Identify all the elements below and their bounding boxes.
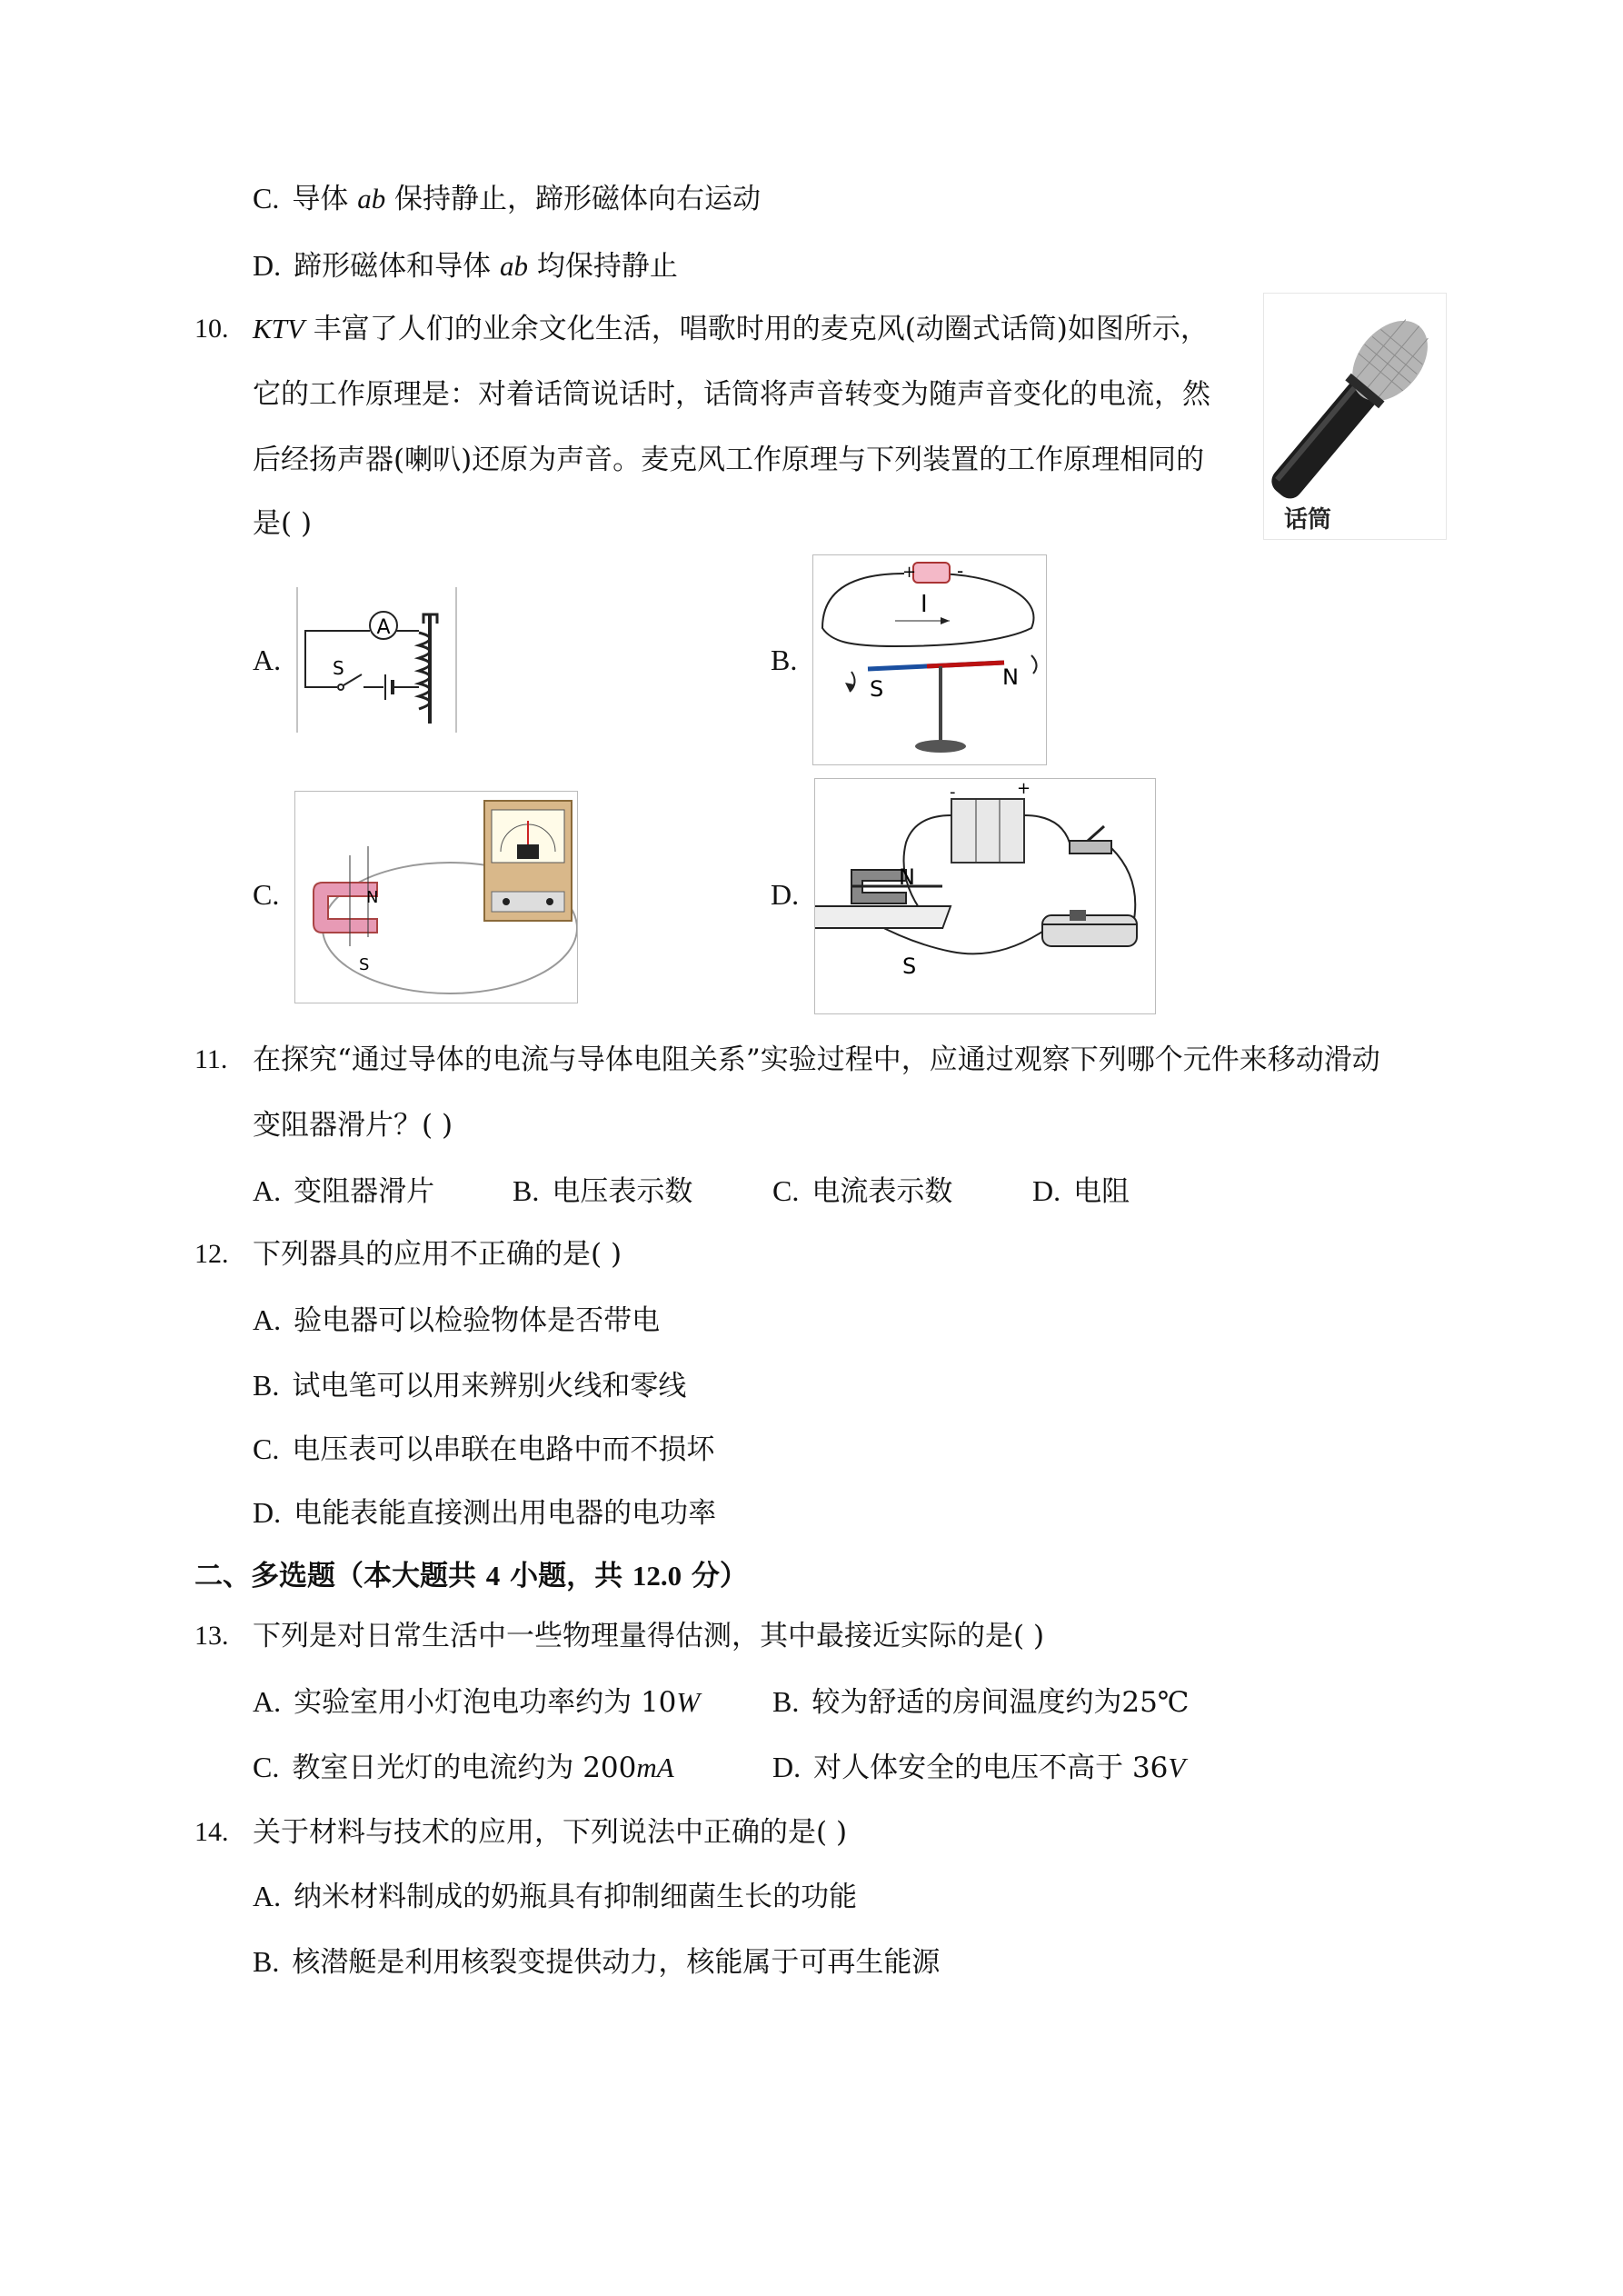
electromagnetic-induction-figure	[294, 791, 578, 1003]
q9-option-d[interactable]: D. 蹄形磁体和导体 ab 均保持静止	[253, 249, 678, 283]
q14-option-b[interactable]: B. 核潜艇是利用核裂变提供动力，核能属于可再生能源	[253, 1945, 941, 1979]
q12-option-a[interactable]: A. 验电器可以检验物体是否带电	[253, 1303, 661, 1337]
motor-circuit-figure	[814, 778, 1156, 1014]
q11-number: 11.	[194, 1044, 228, 1074]
battery-minus-label: -	[957, 560, 964, 582]
q10-option-c-label[interactable]: C.	[253, 878, 280, 911]
option-label: C.	[253, 182, 280, 215]
battery-plus-label: +	[902, 563, 917, 582]
q12-option-c[interactable]: C. 电压表可以串联在电路中而不损坏	[253, 1433, 715, 1466]
q11-option-a[interactable]: A. 变阻器滑片	[253, 1174, 435, 1208]
q11-option-c[interactable]: C. 电流表示数	[772, 1174, 953, 1208]
q11-option-b[interactable]: B. 电压表示数	[513, 1174, 693, 1208]
option-label: D.	[253, 249, 282, 282]
q12-option-b[interactable]: B. 试电笔可以用来辨别火线和零线	[253, 1369, 687, 1403]
magnet-south-label: S	[902, 953, 917, 979]
oersted-figure	[812, 554, 1047, 765]
q10-stem-line3: 后经扬声器(喇叭)还原为声音。麦克风工作原理与下列装置的工作原理相同的	[253, 444, 1205, 476]
magnet-north-label: N	[899, 864, 915, 890]
q12-option-d[interactable]: D. 电能表能直接测出用电器的电功率	[253, 1496, 717, 1530]
q13-option-d[interactable]: D. 对人体安全的电压不高于 36V	[772, 1751, 1186, 1784]
q12-number: 12.	[194, 1239, 229, 1269]
ammeter-label: A	[376, 616, 391, 639]
current-label: I	[921, 591, 928, 618]
q13-number: 13.	[194, 1621, 229, 1651]
q10-stem-line4: 是( )	[253, 507, 313, 540]
q10-option-a-label[interactable]: A.	[253, 644, 282, 676]
q13-option-b[interactable]: B. 较为舒适的房间温度约为25℃	[772, 1685, 1190, 1719]
q10-stem-line2: 它的工作原理是：对着话筒说话时，话筒将声音转变为随声音变化的电流，然	[253, 378, 1210, 411]
q11-stem-line1: 在探究“通过导体的电流与导体电阻关系”实验过程中，应通过观察下列哪个元件来移动滑动	[253, 1043, 1380, 1076]
q13-option-c[interactable]: C. 教室日光灯的电流约为 200mA	[253, 1751, 674, 1784]
switch-label: S	[333, 657, 344, 679]
q10-number: 10.	[194, 314, 229, 344]
q12-stem: 下列器具的应用不正确的是( )	[253, 1238, 622, 1271]
q13-stem: 下列是对日常生活中一些物理量得估测，其中最接近实际的是( )	[253, 1620, 1045, 1652]
electromagnet-figure	[296, 587, 458, 733]
q14-stem: 关于材料与技术的应用，下列说法中正确的是( )	[253, 1816, 848, 1849]
q9-option-c[interactable]: C. 导体 ab 保持静止，蹄形磁体向右运动	[253, 182, 762, 215]
q14-number: 14.	[194, 1817, 229, 1847]
q11-option-d[interactable]: D. 电阻	[1032, 1174, 1130, 1208]
magnet-south-label: S	[359, 955, 370, 974]
needle-south-label: S	[870, 676, 884, 702]
q10-option-b-label[interactable]: B.	[771, 644, 798, 676]
microphone-caption: 话筒	[1284, 506, 1332, 534]
magnet-north-label: N	[366, 888, 379, 907]
q11-stem-line2: 变阻器滑片？( )	[253, 1109, 453, 1142]
battery-plus-label: +	[1017, 779, 1031, 798]
q13-option-a[interactable]: A. 实验室用小灯泡电功率约为 10W	[253, 1685, 701, 1719]
q10-stem-line1: KTV 丰富了人们的业余文化生活，唱歌时用的麦克风(动圈式话筒)如图所示，	[253, 313, 1209, 345]
battery-minus-label: -	[950, 783, 956, 802]
section-heading: 二、多选题（本大题共 4 小题，共 12.0 分）	[194, 1560, 748, 1592]
q14-option-a[interactable]: A. 纳米材料制成的奶瓶具有抑制细菌生长的功能	[253, 1880, 858, 1913]
q10-option-d-label[interactable]: D.	[771, 878, 800, 911]
needle-north-label: N	[1002, 664, 1019, 690]
microphone-image	[1263, 293, 1447, 540]
